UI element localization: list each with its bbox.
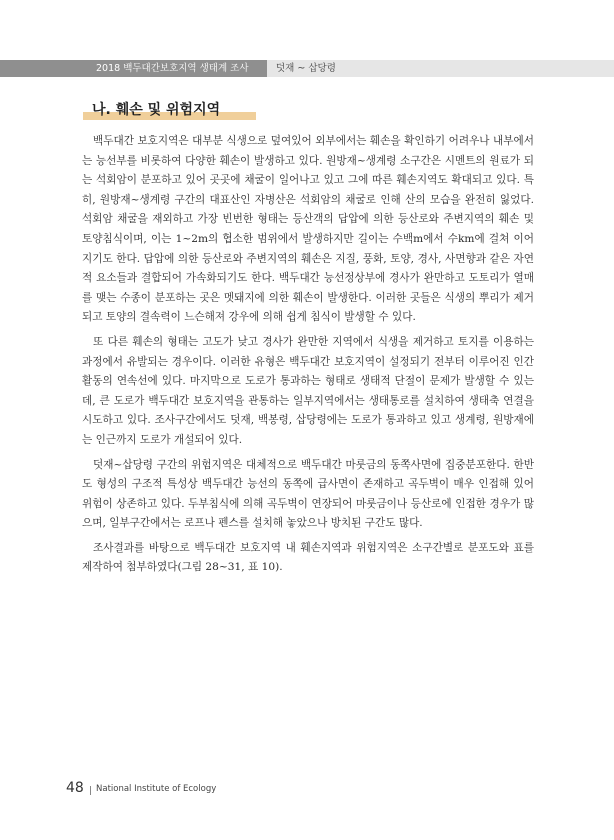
paragraph-2: 또 다른 훼손의 형태는 고도가 낮고 경사가 완만한 지역에서 식생을 제거하고 토지를 이용하는 과정에서 유발되는 경우이다. 이러한 유형은 백두대간 보호지역이 설정되기 전부터 이루어진 인간활동의 연속선에 있다. 마지막으로 도로가 통과하는 형태로 생태적 단절이 문제가 발생할 수 있는데, 큰 도로가 백두대간 보호지역을 관통하는 일부지역에서는 생태통로를 설치하여 생태축 연결을 시도하고 있다. 조사구간에서도 덧재, 백봉령, 삽당령에는 도로가 통과하고 있고 생계령, 원방재에는 인근까지 도로가 개설되어 있다. <box>82 335 534 446</box>
paragraph-4: 조사결과를 바탕으로 백두대간 보호지역 내 훼손지역과 위험지역은 소구간별로 분포도와 표를 제작하여 첨부하였다(그림 28~31, 표 10). <box>82 541 534 574</box>
chapter-label: 덧재 ~ 삽당령 <box>276 63 336 74</box>
body-text <box>82 132 534 583</box>
section-title: 나. 훼손 및 위험지역 <box>92 102 221 118</box>
footer-divider <box>90 786 91 795</box>
paragraph-3: 덧재~삽당령 구간의 위험지역은 대체적으로 백두대간 마룻금의 동쪽사면에 집중분포한다. 한반도 형성의 구조적 특성상 백두대간 능선의 동쪽에 급사면이 존재하고 곡두벽이 매우 인접해 있어 위험이 상존하고 있다. 두부침식에 의해 곡두벽이 연장되어 마룻금이나 등산로에 인접한 경우가 많으며, 일부구간에서는 로프나 펜스를 설치해 놓았으나 방치된 구간도 많다. <box>82 458 534 530</box>
report-title: 2018 백두대간보호지역 생태계 조사 <box>96 63 249 74</box>
paragraph-1: 백두대간 보호지역은 대부분 식생으로 덮여있어 외부에서는 훼손을 확인하기 어려우나 내부에서는 능선부를 비롯하여 다양한 훼손이 발생하고 있다. 원방재~생계령 소구간은 시멘트의 원료가 되는 석회암이 분포하고 있어 곳곳에 채굴이 일어나고 있고 그에 따른 훼손지역도 확대되고 있다. 특히, 원방재~생계령 구간의 대표산인 자병산은 석회암의 채굴로 인해 산의 모습을 완전히 잃었다. 석회암 채굴을 재외하고 가장 빈번한 형태는 등산객의 답압에 의한 등산로와 주변지역의 훼손 및 토양침식이며, 이는 1~2m의 협소한 범위에서 발생하지만 길이는 수백m에서 수km에 걸쳐 이어지기도 한다. 답압에 의한 등산로와 주변지역의 훼손은 지질, 풍화, 토양, 경사, 사면향과 같은 자연적 요소들과 결합되어 가속화되기도 한다. 백두대간 능선정상부에 경사가 완만하고 도토리가 열매를 맺는 수종이 분포하는 곳은 멧돼지에 의한 훼손이 발생한다. 이러한 곳들은 식생의 뿌리가 제거되고 토양의 결속력이 느슨해져 강우에 의해 쉽게 침식이 발생할 수 있다. <box>82 135 534 324</box>
page-number: 48 <box>66 780 84 796</box>
footer-organization: National Institute of Ecology <box>96 784 217 794</box>
